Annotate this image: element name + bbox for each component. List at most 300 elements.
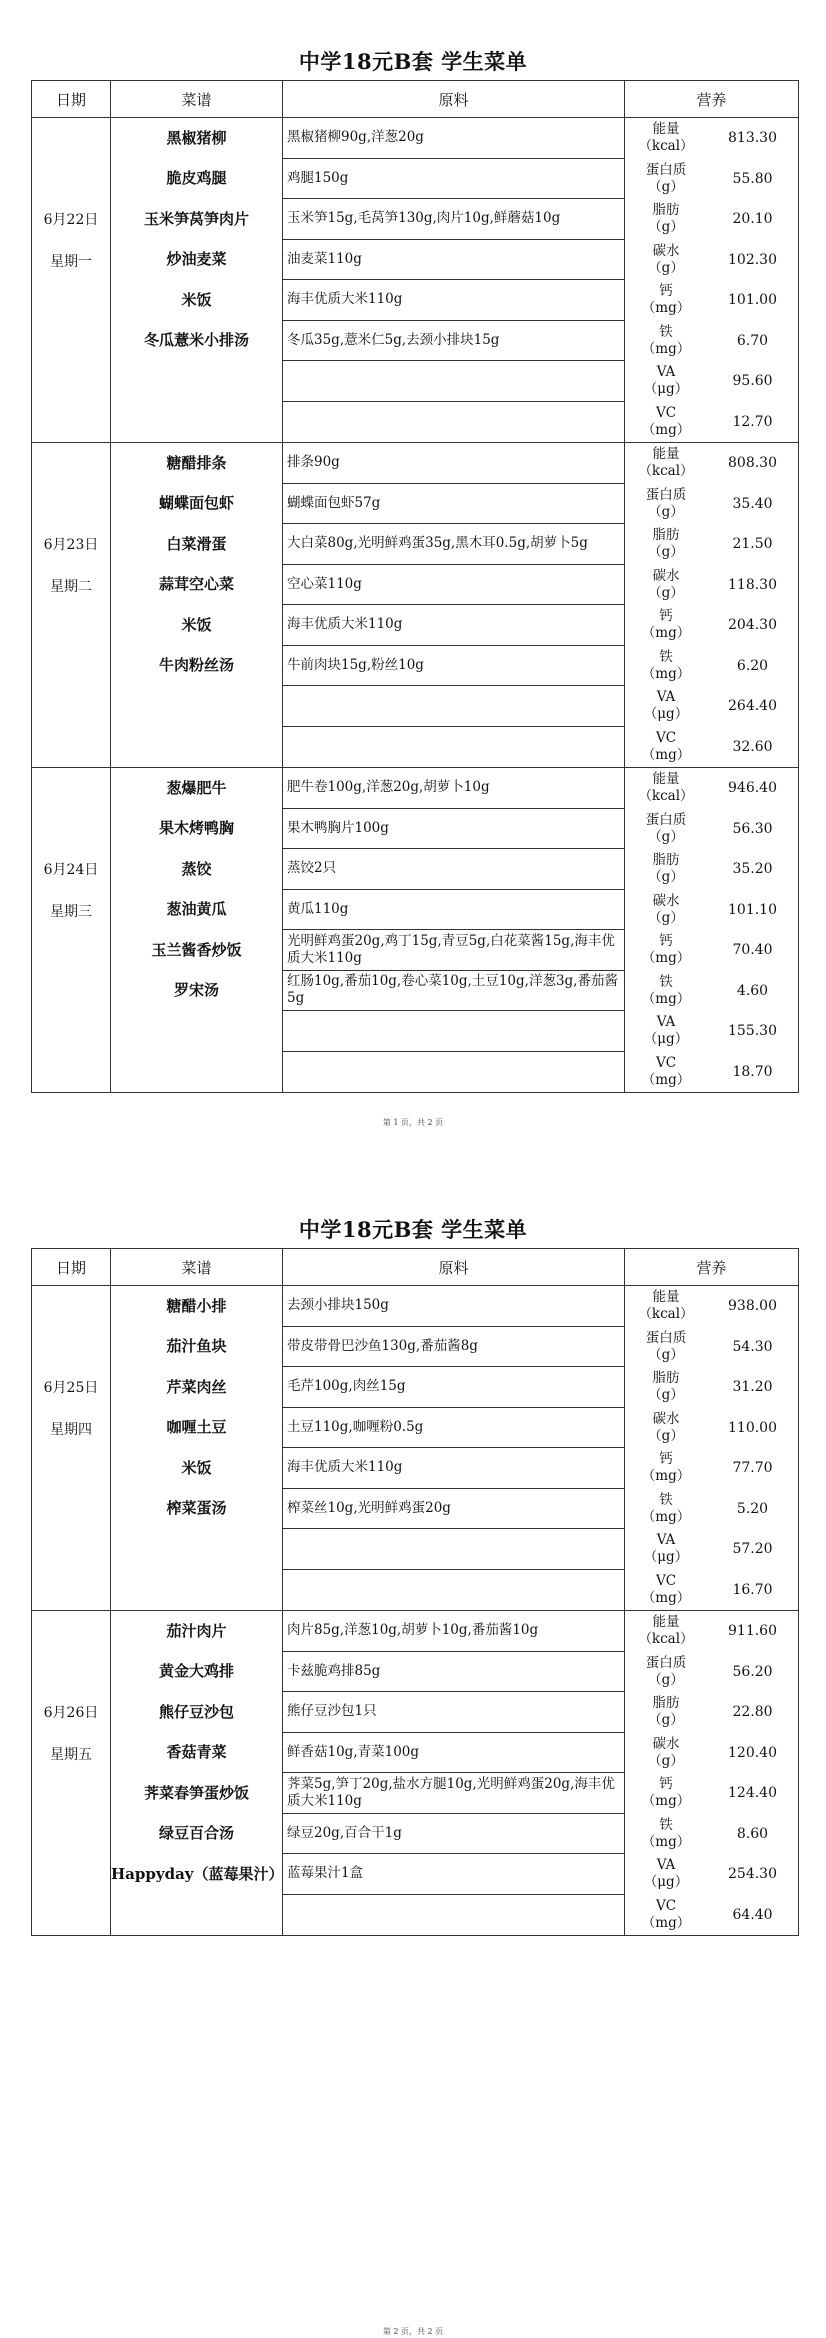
dish-name: 茄汁肉片 bbox=[166, 1621, 227, 1640]
day-row bbox=[32, 443, 799, 768]
nutrition-name: 钙 bbox=[659, 1776, 673, 1793]
nutrition-unit: （mg） bbox=[641, 665, 691, 682]
nutrition-label bbox=[625, 1857, 707, 1891]
nutrition-row bbox=[625, 402, 798, 443]
nutrition-name: VA bbox=[656, 1014, 676, 1031]
dish-name: 罗宋汤 bbox=[173, 981, 219, 1000]
nutrition-label bbox=[625, 243, 707, 277]
nutrition-name: 脂肪 bbox=[652, 1370, 680, 1387]
ingredient-line: 蝴蝶面包虾57g bbox=[283, 484, 624, 525]
dish-name: 糖醋小排 bbox=[166, 1296, 227, 1315]
ingredient-line: 冬瓜35g,薏米仁5g,去颈小排块15g bbox=[283, 321, 624, 362]
nutrition-label bbox=[625, 689, 707, 723]
nutrition-label bbox=[625, 1573, 707, 1607]
nutrition-value: 20.10 bbox=[732, 211, 773, 228]
nutrition-unit: （g） bbox=[648, 178, 684, 195]
nutrition-unit: （mg） bbox=[641, 1793, 691, 1810]
nutrition-row bbox=[625, 118, 798, 159]
nutrition-label bbox=[625, 405, 707, 439]
dish-name: 玉米笋莴笋肉片 bbox=[143, 209, 249, 228]
nutrition-row bbox=[625, 443, 798, 484]
nutrition-row bbox=[625, 1895, 798, 1936]
day-row bbox=[32, 768, 799, 1093]
nutrition-unit: （g） bbox=[648, 1427, 684, 1444]
nutrition-value: 204.30 bbox=[728, 617, 777, 634]
ingredient-line: 绿豆20g,百合干1g bbox=[283, 1814, 624, 1855]
nutrition-label bbox=[625, 121, 707, 155]
nutrition-name: 脂肪 bbox=[652, 1695, 680, 1712]
nutrition-unit: （kcal） bbox=[638, 1631, 694, 1648]
ingredients-cell bbox=[283, 1286, 625, 1611]
nutrition-unit: （μg） bbox=[643, 1874, 689, 1891]
ingredient-line: 荠菜5g,笋丁20g,盐水方腿10g,光明鲜鸡蛋20g,海丰优质大米110g bbox=[283, 1773, 624, 1814]
nutrition-name: 铁 bbox=[659, 973, 673, 990]
nutrition-value: 101.10 bbox=[728, 901, 777, 918]
nutrition-value: 22.80 bbox=[732, 1704, 773, 1721]
nutrition-label bbox=[625, 527, 707, 561]
nutrition-unit: （μg） bbox=[643, 1031, 689, 1048]
ingredient-line bbox=[283, 686, 624, 727]
nutrition-name: 钙 bbox=[659, 283, 673, 300]
nutrition-unit: （mg） bbox=[641, 1833, 691, 1850]
nutrition-label bbox=[625, 202, 707, 236]
dish-name: 绿豆百合汤 bbox=[158, 1824, 234, 1843]
nutrition-label bbox=[625, 1370, 707, 1404]
nutrition-name: 碳水 bbox=[652, 242, 680, 259]
nutrition-value: 8.60 bbox=[736, 1825, 769, 1842]
nutrition-unit: （mg） bbox=[641, 1468, 691, 1485]
dish-name: 熊仔豆沙包 bbox=[158, 1702, 234, 1721]
dish-name: 香菇青菜 bbox=[166, 1743, 227, 1762]
nutrition-row bbox=[625, 686, 798, 727]
ingredients-cell bbox=[283, 1611, 625, 1936]
nutrition-row bbox=[625, 849, 798, 890]
nutrition-unit: （mg） bbox=[641, 1071, 691, 1088]
nutrition-label bbox=[625, 771, 707, 805]
nutrition-row bbox=[625, 1529, 798, 1570]
nutrition-name: VC bbox=[655, 729, 677, 746]
nutrition-name: 蛋白质 bbox=[645, 161, 687, 178]
date-cell bbox=[32, 768, 111, 1093]
nutrition-value: 6.70 bbox=[736, 332, 769, 349]
ingredient-line: 榨菜丝10g,光明鲜鸡蛋20g bbox=[283, 1489, 624, 1530]
nutrition-row bbox=[625, 809, 798, 850]
ingredient-line: 海丰优质大米110g bbox=[283, 1448, 624, 1489]
nutrition-value: 911.60 bbox=[728, 1623, 777, 1640]
dish-name: 葱油黄瓜 bbox=[166, 900, 227, 919]
ingredient-line: 海丰优质大米110g bbox=[283, 605, 624, 646]
nutrition-value: 70.40 bbox=[732, 942, 773, 959]
day-date: 6月24日 bbox=[43, 862, 99, 878]
ingredient-line bbox=[283, 1570, 624, 1611]
nutrition-label bbox=[625, 1736, 707, 1770]
nutrition-value: 254.30 bbox=[728, 1866, 777, 1883]
nutrition-unit: （kcal） bbox=[638, 1306, 694, 1323]
nutrition-value: 64.40 bbox=[732, 1906, 773, 1923]
nutrition-name: VA bbox=[656, 364, 676, 381]
header-nutrition: 营养 bbox=[625, 1249, 799, 1286]
nutrition-name: 铁 bbox=[659, 1491, 673, 1508]
day-date: 6月23日 bbox=[43, 537, 99, 553]
ingredient-line: 肉片85g,洋葱10g,胡萝卜10g,番茄酱10g bbox=[283, 1611, 624, 1652]
nutrition-unit: （g） bbox=[648, 219, 684, 236]
dish-name: 果木烤鸭胸 bbox=[158, 819, 234, 838]
nutrition-label bbox=[625, 852, 707, 886]
header-date: 日期 bbox=[32, 81, 111, 118]
nutrition-value: 124.40 bbox=[728, 1785, 777, 1802]
nutrition-value: 118.30 bbox=[728, 576, 777, 593]
nutrition-label bbox=[625, 162, 707, 196]
nutrition-value: 120.40 bbox=[728, 1744, 777, 1761]
page-footer: 第 1 页，共 2 页 bbox=[382, 1118, 444, 1127]
nutrition-name: 碳水 bbox=[652, 1410, 680, 1427]
nutrition-unit: （g） bbox=[648, 869, 684, 886]
ingredient-line: 光明鲜鸡蛋20g,鸡丁15g,青豆5g,白花菜酱15g,海丰优质大米110g bbox=[283, 930, 624, 971]
nutrition-label bbox=[625, 283, 707, 317]
nutrition-unit: （mg） bbox=[641, 1914, 691, 1931]
header-nutrition: 营养 bbox=[625, 81, 799, 118]
nutrition-name: 钙 bbox=[659, 1451, 673, 1468]
nutrition-label bbox=[625, 568, 707, 602]
ingredient-line: 去颈小排块150g bbox=[283, 1286, 624, 1327]
ingredient-line: 鸡腿150g bbox=[283, 159, 624, 200]
nutrition-unit: （kcal） bbox=[638, 788, 694, 805]
day-weekday: 星期二 bbox=[50, 579, 92, 595]
day-date: 6月26日 bbox=[43, 1705, 99, 1721]
nutrition-value: 16.70 bbox=[732, 1581, 773, 1598]
nutrition-label bbox=[625, 1776, 707, 1810]
nutrition-row bbox=[625, 1286, 798, 1327]
nutrition-name: 蛋白质 bbox=[645, 486, 687, 503]
nutrition-name: 碳水 bbox=[652, 1735, 680, 1752]
nutrition-label bbox=[625, 1695, 707, 1729]
table-header-row bbox=[32, 1249, 799, 1286]
nutrition-label bbox=[625, 324, 707, 358]
nutrition-row bbox=[625, 605, 798, 646]
nutrition-unit: （mg） bbox=[641, 950, 691, 967]
ingredient-line: 蓝莓果汁1盒 bbox=[283, 1854, 624, 1895]
nutrition-value: 35.40 bbox=[732, 495, 773, 512]
ingredient-line: 鲜香菇10g,青菜100g bbox=[283, 1733, 624, 1774]
nutrition-name: 铁 bbox=[659, 648, 673, 665]
nutrition-value: 938.00 bbox=[728, 1298, 777, 1315]
ingredient-line: 排条90g bbox=[283, 443, 624, 484]
nutrition-unit: （g） bbox=[648, 259, 684, 276]
nutrition-row bbox=[625, 484, 798, 525]
nutrition-name: 脂肪 bbox=[652, 852, 680, 869]
dish-cell bbox=[111, 768, 283, 1093]
dish-name: 米饭 bbox=[181, 615, 212, 634]
nutrition-row bbox=[625, 1652, 798, 1693]
nutrition-row bbox=[625, 646, 798, 687]
nutrition-label bbox=[625, 933, 707, 967]
ingredient-line: 带皮带骨巴沙鱼130g,番茄酱8g bbox=[283, 1327, 624, 1368]
dish-name: 咖喱土豆 bbox=[166, 1418, 227, 1437]
nutrition-label bbox=[625, 446, 707, 480]
header-dish: 菜谱 bbox=[111, 81, 283, 118]
menu-title: 中学18元B套 学生菜单 bbox=[298, 1217, 528, 1242]
dish-name: 白菜滑蛋 bbox=[166, 534, 227, 553]
nutrition-row bbox=[625, 361, 798, 402]
nutrition-row bbox=[625, 1611, 798, 1652]
nutrition-unit: （μg） bbox=[643, 706, 689, 723]
nutrition-cell bbox=[625, 1286, 799, 1611]
nutrition-name: 蛋白质 bbox=[645, 1329, 687, 1346]
nutrition-value: 101.00 bbox=[728, 292, 777, 309]
nutrition-unit: （g） bbox=[648, 1752, 684, 1769]
ingredients-cell bbox=[283, 768, 625, 1093]
ingredient-line bbox=[283, 1011, 624, 1052]
nutrition-unit: （g） bbox=[648, 1387, 684, 1404]
nutrition-name: VA bbox=[656, 689, 676, 706]
nutrition-row bbox=[625, 1448, 798, 1489]
nutrition-value: 77.70 bbox=[732, 1460, 773, 1477]
nutrition-row bbox=[625, 280, 798, 321]
nutrition-value: 155.30 bbox=[728, 1023, 777, 1040]
nutrition-unit: （mg） bbox=[641, 1589, 691, 1606]
nutrition-row bbox=[625, 1773, 798, 1814]
dish-name: 牛肉粉丝汤 bbox=[158, 656, 234, 675]
nutrition-row bbox=[625, 727, 798, 768]
nutrition-value: 56.20 bbox=[732, 1663, 773, 1680]
nutrition-name: 铁 bbox=[659, 1816, 673, 1833]
nutrition-label bbox=[625, 649, 707, 683]
dish-name: 米饭 bbox=[181, 1458, 212, 1477]
nutrition-unit: （g） bbox=[648, 544, 684, 561]
dish-cell bbox=[111, 1286, 283, 1611]
nutrition-unit: （g） bbox=[648, 584, 684, 601]
ingredient-line: 卡兹脆鸡排85g bbox=[283, 1652, 624, 1693]
nutrition-unit: （g） bbox=[648, 909, 684, 926]
nutrition-value: 54.30 bbox=[732, 1338, 773, 1355]
nutrition-value: 56.30 bbox=[732, 820, 773, 837]
nutrition-value: 110.00 bbox=[728, 1419, 777, 1436]
day-weekday: 星期三 bbox=[50, 904, 92, 920]
nutrition-row bbox=[625, 1570, 798, 1611]
nutrition-name: 脂肪 bbox=[652, 527, 680, 544]
ingredient-line: 空心菜110g bbox=[283, 565, 624, 606]
dish-name: 玉兰酱香炒饭 bbox=[151, 940, 242, 959]
nutrition-label bbox=[625, 1451, 707, 1485]
nutrition-cell bbox=[625, 1611, 799, 1936]
nutrition-name: VC bbox=[655, 1054, 677, 1071]
nutrition-value: 32.60 bbox=[732, 738, 773, 755]
day-date: 6月25日 bbox=[43, 1380, 99, 1396]
nutrition-name: 碳水 bbox=[652, 892, 680, 909]
nutrition-unit: （mg） bbox=[641, 990, 691, 1007]
dish-name: 糖醋排条 bbox=[166, 453, 227, 472]
dish-cell bbox=[111, 1611, 283, 1936]
nutrition-row bbox=[625, 1367, 798, 1408]
nutrition-name: 能量 bbox=[652, 1289, 680, 1306]
nutrition-value: 4.60 bbox=[736, 982, 769, 999]
date-cell bbox=[32, 118, 111, 443]
date-cell bbox=[32, 1286, 111, 1611]
day-weekday: 星期五 bbox=[50, 1747, 92, 1763]
ingredient-line: 肥牛卷100g,洋葱20g,胡萝卜10g bbox=[283, 768, 624, 809]
ingredient-line: 果木鸭胸片100g bbox=[283, 809, 624, 850]
nutrition-row bbox=[625, 524, 798, 565]
nutrition-label bbox=[625, 1492, 707, 1526]
ingredient-line: 毛芹100g,肉丝15g bbox=[283, 1367, 624, 1408]
nutrition-value: 18.70 bbox=[732, 1063, 773, 1080]
nutrition-label bbox=[625, 974, 707, 1008]
nutrition-row bbox=[625, 1011, 798, 1052]
ingredient-line: 红肠10g,番茄10g,卷心菜10g,土豆10g,洋葱3g,番茄酱5g bbox=[283, 971, 624, 1012]
nutrition-unit: （g） bbox=[648, 828, 684, 845]
nutrition-row bbox=[625, 971, 798, 1012]
dish-cell bbox=[111, 443, 283, 768]
nutrition-label bbox=[625, 893, 707, 927]
dish-name: 脆皮鸡腿 bbox=[166, 169, 227, 188]
nutrition-name: VA bbox=[656, 1857, 676, 1874]
ingredient-line: 玉米笋15g,毛莴笋130g,肉片10g,鲜蘑菇10g bbox=[283, 199, 624, 240]
menu-table bbox=[31, 80, 799, 1093]
nutrition-name: 能量 bbox=[652, 1614, 680, 1631]
header-ingredients: 原料 bbox=[283, 1249, 625, 1286]
nutrition-label bbox=[625, 364, 707, 398]
nutrition-name: VA bbox=[656, 1532, 676, 1549]
nutrition-value: 12.70 bbox=[732, 413, 773, 430]
dish-name: 蒜茸空心菜 bbox=[158, 575, 234, 594]
dish-name: 黄金大鸡排 bbox=[158, 1662, 234, 1681]
nutrition-name: 能量 bbox=[652, 121, 680, 138]
dish-cell bbox=[111, 118, 283, 443]
page-footer: 第 2 页，共 2 页 bbox=[382, 2327, 444, 2336]
nutrition-unit: （kcal） bbox=[638, 138, 694, 155]
nutrition-name: 铁 bbox=[659, 323, 673, 340]
nutrition-name: 碳水 bbox=[652, 567, 680, 584]
ingredients-cell bbox=[283, 118, 625, 443]
nutrition-name: 蛋白质 bbox=[645, 1654, 687, 1671]
nutrition-value: 35.20 bbox=[732, 861, 773, 878]
nutrition-row bbox=[625, 1814, 798, 1855]
nutrition-value: 31.20 bbox=[732, 1379, 773, 1396]
nutrition-unit: （g） bbox=[648, 1346, 684, 1363]
ingredient-line: 蒸饺2只 bbox=[283, 849, 624, 890]
nutrition-value: 57.20 bbox=[732, 1541, 773, 1558]
nutrition-row bbox=[625, 565, 798, 606]
nutrition-label bbox=[625, 1055, 707, 1089]
nutrition-value: 5.20 bbox=[736, 1500, 769, 1517]
nutrition-row bbox=[625, 1733, 798, 1774]
dish-name: Happyday（蓝莓果汁） bbox=[111, 1864, 284, 1883]
date-cell bbox=[32, 1611, 111, 1936]
nutrition-name: 能量 bbox=[652, 771, 680, 788]
ingredient-line: 油麦菜110g bbox=[283, 240, 624, 281]
nutrition-row bbox=[625, 240, 798, 281]
ingredient-line: 大白菜80g,光明鲜鸡蛋35g,黑木耳0.5g,胡萝卜5g bbox=[283, 524, 624, 565]
dish-name: 榨菜蛋汤 bbox=[166, 1499, 227, 1518]
header-date: 日期 bbox=[32, 1249, 111, 1286]
dish-name: 蝴蝶面包虾 bbox=[158, 494, 234, 513]
nutrition-unit: （g） bbox=[648, 503, 684, 520]
nutrition-row bbox=[625, 768, 798, 809]
header-dish: 菜谱 bbox=[111, 1249, 283, 1286]
nutrition-name: VC bbox=[655, 404, 677, 421]
day-row bbox=[32, 1611, 799, 1936]
header-ingredients: 原料 bbox=[283, 81, 625, 118]
nutrition-label bbox=[625, 1014, 707, 1048]
nutrition-row bbox=[625, 321, 798, 362]
nutrition-unit: （μg） bbox=[643, 381, 689, 398]
nutrition-cell bbox=[625, 768, 799, 1093]
day-row bbox=[32, 1286, 799, 1611]
ingredient-line: 熊仔豆沙包1只 bbox=[283, 1692, 624, 1733]
nutrition-label bbox=[625, 1817, 707, 1851]
nutrition-unit: （mg） bbox=[641, 625, 691, 642]
dish-name: 芹菜肉丝 bbox=[166, 1377, 227, 1396]
nutrition-row bbox=[625, 1052, 798, 1093]
nutrition-label bbox=[625, 487, 707, 521]
nutrition-unit: （mg） bbox=[641, 746, 691, 763]
nutrition-name: 蛋白质 bbox=[645, 811, 687, 828]
nutrition-label bbox=[625, 730, 707, 764]
nutrition-value: 55.80 bbox=[732, 170, 773, 187]
nutrition-name: 钙 bbox=[659, 608, 673, 625]
nutrition-value: 6.20 bbox=[736, 657, 769, 674]
nutrition-cell bbox=[625, 443, 799, 768]
nutrition-row bbox=[625, 890, 798, 931]
nutrition-row bbox=[625, 1854, 798, 1895]
nutrition-unit: （μg） bbox=[643, 1549, 689, 1566]
nutrition-value: 813.30 bbox=[728, 130, 777, 147]
ingredient-line bbox=[283, 727, 624, 768]
nutrition-unit: （g） bbox=[648, 1712, 684, 1729]
date-cell bbox=[32, 443, 111, 768]
nutrition-value: 95.60 bbox=[732, 373, 773, 390]
nutrition-name: 能量 bbox=[652, 446, 680, 463]
nutrition-name: 钙 bbox=[659, 933, 673, 950]
ingredient-line bbox=[283, 361, 624, 402]
nutrition-value: 808.30 bbox=[728, 455, 777, 472]
day-weekday: 星期四 bbox=[50, 1422, 92, 1438]
day-row bbox=[32, 118, 799, 443]
nutrition-unit: （mg） bbox=[641, 340, 691, 357]
ingredients-cell bbox=[283, 443, 625, 768]
dish-name: 炒油麦菜 bbox=[166, 250, 227, 269]
dish-name: 荠菜春笋蛋炒饭 bbox=[143, 1783, 249, 1802]
ingredient-line: 土豆110g,咖喱粉0.5g bbox=[283, 1408, 624, 1449]
nutrition-row bbox=[625, 1692, 798, 1733]
nutrition-name: VC bbox=[655, 1572, 677, 1589]
nutrition-row bbox=[625, 1327, 798, 1368]
dish-name: 米饭 bbox=[181, 290, 212, 309]
nutrition-row bbox=[625, 1408, 798, 1449]
nutrition-label bbox=[625, 1532, 707, 1566]
menu-title: 中学18元B套 学生菜单 bbox=[298, 49, 528, 74]
nutrition-row bbox=[625, 159, 798, 200]
ingredient-line: 牛前肉块15g,粉丝10g bbox=[283, 646, 624, 687]
ingredient-line bbox=[283, 1895, 624, 1936]
ingredient-line: 海丰优质大米110g bbox=[283, 280, 624, 321]
nutrition-value: 946.40 bbox=[728, 780, 777, 797]
dish-name: 冬瓜薏米小排汤 bbox=[143, 331, 249, 350]
nutrition-row bbox=[625, 199, 798, 240]
nutrition-label bbox=[625, 608, 707, 642]
day-weekday: 星期一 bbox=[50, 254, 92, 270]
nutrition-cell bbox=[625, 118, 799, 443]
ingredient-line: 黄瓜110g bbox=[283, 890, 624, 931]
ingredient-line: 黑椒猪柳90g,洋葱20g bbox=[283, 118, 624, 159]
dish-name: 黑椒猪柳 bbox=[166, 128, 227, 147]
nutrition-value: 264.40 bbox=[728, 698, 777, 715]
nutrition-label bbox=[625, 1655, 707, 1689]
ingredient-line bbox=[283, 1529, 624, 1570]
table-header-row bbox=[32, 81, 799, 118]
nutrition-label bbox=[625, 1330, 707, 1364]
nutrition-label bbox=[625, 1614, 707, 1648]
